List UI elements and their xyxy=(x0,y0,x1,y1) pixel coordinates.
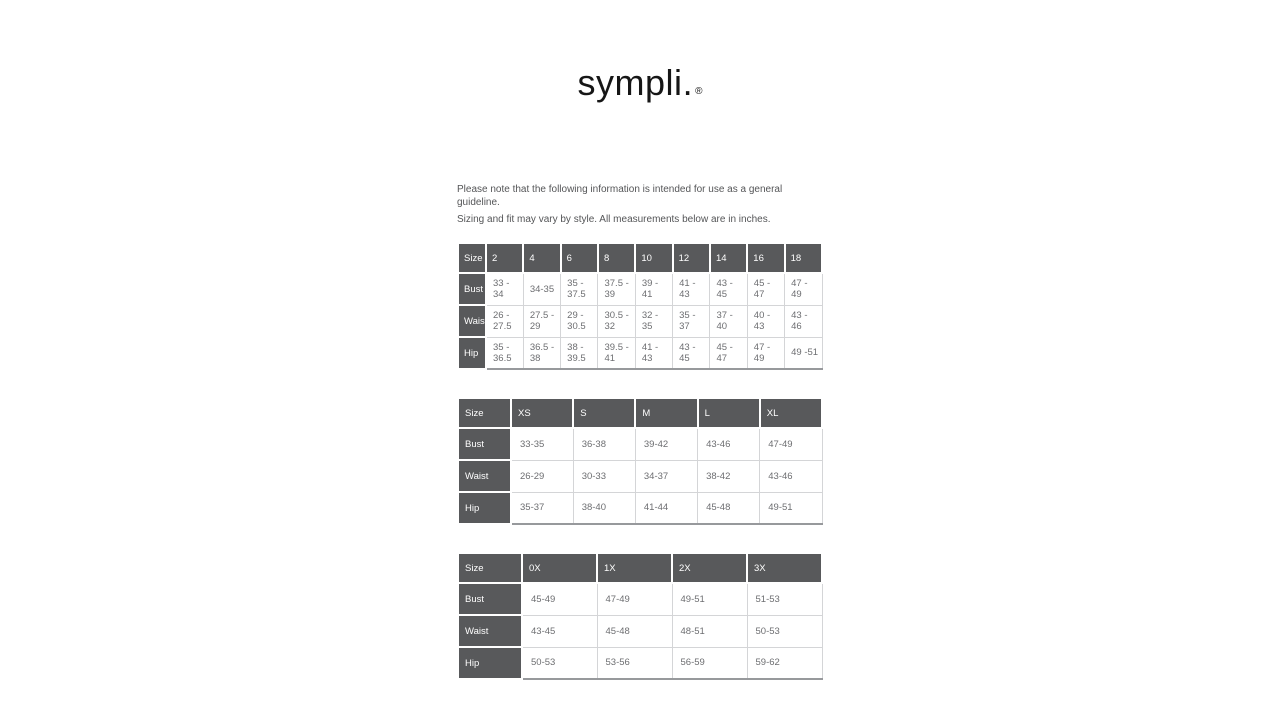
size-column-header: XL xyxy=(760,398,822,428)
table-row xyxy=(458,337,822,369)
measurement-range-cell: 39.5 - 41 xyxy=(598,337,635,369)
measurement-range-cell: 33 - 34 xyxy=(486,273,523,305)
measurement-range-cell: 37 - 40 xyxy=(710,305,747,337)
measurement-range-cell: 40 - 43 xyxy=(747,305,784,337)
table-row xyxy=(458,273,822,305)
table-row xyxy=(458,583,822,615)
measurement-row-label: Bust xyxy=(458,428,511,460)
measurement-range-cell: 39-42 xyxy=(635,428,697,460)
guideline-note-line2: Sizing and fit may vary by style. All measurements below are in inches. xyxy=(457,214,771,225)
brand-logo-period: . xyxy=(682,62,694,103)
size-column-header: 8 xyxy=(598,243,635,273)
measurement-range-cell: 50-53 xyxy=(522,647,597,679)
measurement-range-cell: 47 - 49 xyxy=(785,273,822,305)
size-header-cell: Size xyxy=(458,243,486,273)
measurement-row-label: Waist xyxy=(458,460,511,492)
measurement-range-cell: 45 - 47 xyxy=(747,273,784,305)
measurement-range-cell: 37.5 - 39 xyxy=(598,273,635,305)
measurement-range-cell: 35 - 37.5 xyxy=(561,273,598,305)
measurement-range-cell: 47 - 49 xyxy=(747,337,784,369)
measurement-range-cell: 43-45 xyxy=(522,615,597,647)
size-column-header: 12 xyxy=(673,243,710,273)
measurement-range-cell: 39 - 41 xyxy=(635,273,672,305)
size-column-header: 3X xyxy=(747,553,822,583)
guideline-note-line1: Please note that the following information is intended for use as a general guideline. xyxy=(457,184,783,208)
measurement-range-cell: 35 - 37 xyxy=(673,305,710,337)
measurement-range-cell: 34-37 xyxy=(635,460,697,492)
size-chart-letter xyxy=(457,397,823,525)
size-column-header: 16 xyxy=(747,243,784,273)
measurement-row-label: Waist xyxy=(458,615,522,647)
measurement-range-cell: 56-59 xyxy=(672,647,747,679)
size-chart-numeric xyxy=(457,242,823,370)
table-row xyxy=(458,460,822,492)
table-row xyxy=(458,492,822,524)
table-row xyxy=(458,647,822,679)
size-column-header: 10 xyxy=(635,243,672,273)
measurement-range-cell: 45 - 47 xyxy=(710,337,747,369)
size-column-header: XS xyxy=(511,398,573,428)
measurement-range-cell: 41-44 xyxy=(635,492,697,524)
measurement-range-cell: 30-33 xyxy=(573,460,635,492)
measurement-range-cell: 53-56 xyxy=(597,647,672,679)
measurement-range-cell: 49-51 xyxy=(760,492,822,524)
measurement-range-cell: 36-38 xyxy=(573,428,635,460)
measurement-range-cell: 30.5 - 32 xyxy=(598,305,635,337)
measurement-range-cell: 49 -51 xyxy=(785,337,822,369)
size-guide-content xyxy=(457,183,823,680)
measurement-range-cell: 47-49 xyxy=(597,583,672,615)
measurement-range-cell: 43-46 xyxy=(698,428,760,460)
size-column-header: 18 xyxy=(785,243,822,273)
measurement-row-label: Hip xyxy=(458,492,511,524)
measurement-row-label: Bust xyxy=(458,273,486,305)
measurement-range-cell: 34-35 xyxy=(523,273,560,305)
size-column-header: S xyxy=(573,398,635,428)
measurement-range-cell: 41 - 43 xyxy=(673,273,710,305)
table-row xyxy=(458,615,822,647)
measurement-row-label: Hip xyxy=(458,647,522,679)
size-column-header: 6 xyxy=(561,243,598,273)
size-header-cell: Size xyxy=(458,553,522,583)
measurement-range-cell: 36.5 - 38 xyxy=(523,337,560,369)
measurement-range-cell: 33-35 xyxy=(511,428,573,460)
measurement-range-cell: 35-37 xyxy=(511,492,573,524)
measurement-range-cell: 50-53 xyxy=(747,615,822,647)
measurement-range-cell: 47-49 xyxy=(760,428,822,460)
measurement-range-cell: 48-51 xyxy=(672,615,747,647)
measurement-row-label: Waist xyxy=(458,305,486,337)
measurement-range-cell: 38 - 39.5 xyxy=(561,337,598,369)
measurement-range-cell: 26-29 xyxy=(511,460,573,492)
measurement-row-label: Hip xyxy=(458,337,486,369)
size-column-header: 1X xyxy=(597,553,672,583)
measurement-range-cell: 43 - 46 xyxy=(785,305,822,337)
measurement-range-cell: 43 - 45 xyxy=(710,273,747,305)
measurement-range-cell: 51-53 xyxy=(747,583,822,615)
measurement-range-cell: 45-49 xyxy=(522,583,597,615)
measurement-range-cell: 41 - 43 xyxy=(635,337,672,369)
measurement-range-cell: 43-46 xyxy=(760,460,822,492)
measurement-range-cell: 45-48 xyxy=(698,492,760,524)
size-column-header: 4 xyxy=(523,243,560,273)
size-column-header: 0X xyxy=(522,553,597,583)
header-row xyxy=(458,243,822,273)
measurement-range-cell: 27.5 - 29 xyxy=(523,305,560,337)
size-chart-plus xyxy=(457,552,823,680)
size-column-header: 14 xyxy=(710,243,747,273)
brand-logo-text: sympli xyxy=(577,62,683,103)
size-column-header: M xyxy=(635,398,697,428)
measurement-range-cell: 29 - 30.5 xyxy=(561,305,598,337)
measurement-range-cell: 26 - 27.5 xyxy=(486,305,523,337)
measurement-range-cell: 45-48 xyxy=(597,615,672,647)
measurement-range-cell: 49-51 xyxy=(672,583,747,615)
table-row xyxy=(458,428,822,460)
size-column-header: L xyxy=(698,398,760,428)
header-row xyxy=(458,398,822,428)
measurement-row-label: Bust xyxy=(458,583,522,615)
brand-logo xyxy=(0,0,1280,111)
measurement-range-cell: 32 - 35 xyxy=(635,305,672,337)
size-header-cell: Size xyxy=(458,398,511,428)
measurement-range-cell: 59-62 xyxy=(747,647,822,679)
header-row xyxy=(458,553,822,583)
measurement-range-cell: 35 - 36.5 xyxy=(486,337,523,369)
registered-trademark-icon: ® xyxy=(695,86,703,97)
size-column-header: 2 xyxy=(486,243,523,273)
measurement-range-cell: 38-40 xyxy=(573,492,635,524)
measurement-range-cell: 38-42 xyxy=(698,460,760,492)
size-column-header: 2X xyxy=(672,553,747,583)
table-row xyxy=(458,305,822,337)
measurement-range-cell: 43 - 45 xyxy=(673,337,710,369)
